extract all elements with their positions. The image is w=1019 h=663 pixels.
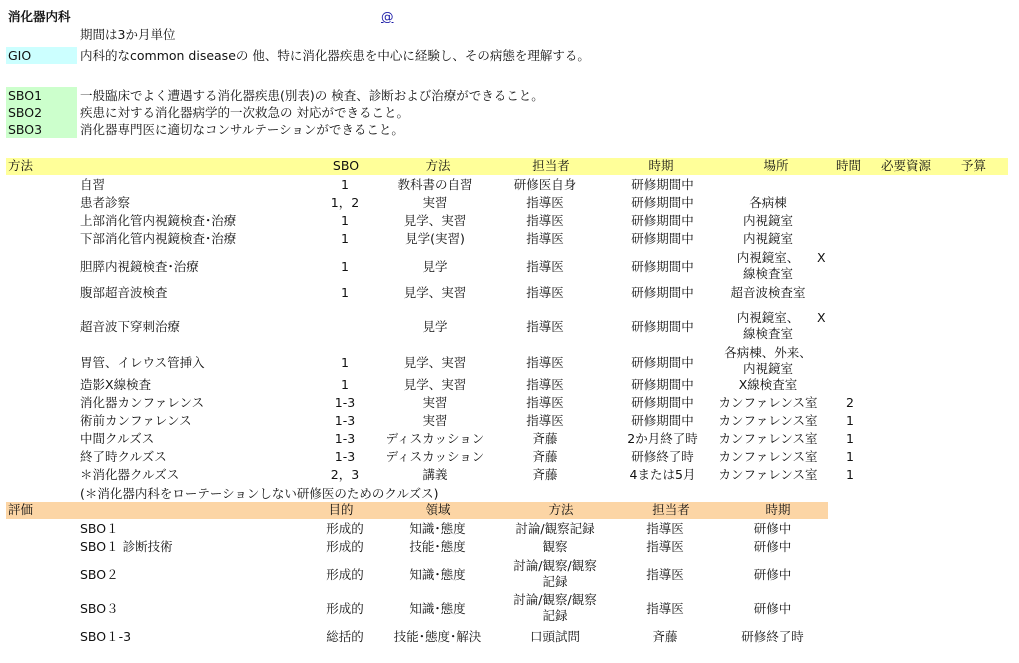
method-item: 術前カンファレンス xyxy=(80,413,192,428)
method-person: 指導医 xyxy=(526,377,564,392)
eval-domain: 知識･態度 xyxy=(409,521,466,536)
table-row xyxy=(0,212,1019,230)
method-time: 1 xyxy=(846,467,854,482)
method-sbo: 1-3 xyxy=(334,431,356,446)
method-type: ディスカッション xyxy=(385,449,485,464)
method-when: 研修期間中 xyxy=(631,413,694,428)
methods-section-label: 方法 xyxy=(8,158,34,173)
col-person: 担当者 xyxy=(532,158,570,173)
eval-col-method: 方法 xyxy=(548,502,574,517)
method-item: ＊消化器クルズス xyxy=(80,467,180,482)
method-place-line2: 線検査室 xyxy=(742,266,793,281)
method-place: カンファレンス室 xyxy=(718,449,818,464)
method-type: 見学 xyxy=(422,259,448,274)
method-item: 超音波下穿刺治療 xyxy=(80,319,181,334)
method-sbo: 1-3 xyxy=(334,413,356,428)
method-place-cell xyxy=(718,310,818,342)
method-type: 見学、実習 xyxy=(403,377,467,392)
method-place: 内視鏡室 xyxy=(742,231,793,246)
eval-person: 指導医 xyxy=(646,539,684,554)
table-row xyxy=(0,412,1019,430)
method-type: ディスカッション xyxy=(385,431,485,446)
eval-person: 指導医 xyxy=(646,521,684,536)
eval-item: SBO２ xyxy=(80,567,119,582)
table-row xyxy=(0,194,1019,212)
method-time: 2 xyxy=(846,395,854,410)
eval-method-line2: 記録 xyxy=(542,608,568,623)
method-type: 見学、実習 xyxy=(403,213,467,228)
col-method: 方法 xyxy=(425,158,451,173)
method-when: 研修終了時 xyxy=(631,449,694,464)
method-place-cell xyxy=(718,345,818,377)
method-place: 内視鏡室、 xyxy=(736,310,800,325)
method-place-line2: 線検査室 xyxy=(742,326,793,341)
method-sbo: 1 xyxy=(341,355,349,370)
table-row xyxy=(0,558,1019,592)
method-person: 指導医 xyxy=(526,195,564,210)
period-text: 期間は3か月単位 xyxy=(80,27,176,42)
table-row xyxy=(0,284,1019,302)
table-row xyxy=(0,376,1019,394)
sbo3-label: SBO3 xyxy=(6,121,77,138)
eval-col-purpose: 目的 xyxy=(328,502,354,517)
method-place: 各病棟、外来、 xyxy=(724,345,812,360)
col-budget: 予算 xyxy=(961,158,987,173)
method-when: 4または5月 xyxy=(629,467,696,482)
method-when: 研修期間中 xyxy=(631,285,694,300)
method-person: 指導医 xyxy=(526,413,564,428)
eval-when: 研修終了時 xyxy=(741,629,804,644)
col-resource: 必要資源 xyxy=(881,158,932,173)
eval-person: 斉藤 xyxy=(652,629,678,644)
method-sbo: 1，2 xyxy=(330,195,360,210)
method-mark: X xyxy=(817,250,826,265)
eval-person: 指導医 xyxy=(646,601,684,616)
table-row xyxy=(0,466,1019,484)
table-row xyxy=(0,430,1019,448)
method-item: 消化器カンファレンス xyxy=(80,395,205,410)
method-place-line2: 内視鏡室 xyxy=(742,361,793,376)
method-place: 超音波検査室 xyxy=(730,285,806,300)
table-row xyxy=(0,394,1019,412)
table-row xyxy=(0,448,1019,466)
eval-col-domain: 領域 xyxy=(425,502,451,517)
method-person: 指導医 xyxy=(526,259,564,274)
eval-item: SBO１ 診断技術 xyxy=(80,539,173,554)
method-time: 1 xyxy=(846,413,854,428)
eval-domain: 知識･態度 xyxy=(409,601,466,616)
method-place: 内視鏡室、 xyxy=(736,250,800,265)
method-item: 上部消化管内視鏡検査･治療 xyxy=(80,213,237,228)
method-person: 指導医 xyxy=(526,285,564,300)
method-place: X線検査室 xyxy=(738,377,798,392)
method-when: 研修期間中 xyxy=(631,377,694,392)
method-time: 1 xyxy=(846,431,854,446)
sbo2-label: SBO2 xyxy=(6,104,77,121)
eval-when: 研修中 xyxy=(753,539,792,554)
eval-item: SBO１-3 xyxy=(80,629,132,644)
eval-col-person: 担当者 xyxy=(652,502,690,517)
method-place: 内視鏡室 xyxy=(742,213,793,228)
method-mark: X xyxy=(817,310,826,325)
eval-domain: 技能･態度 xyxy=(409,539,466,554)
method-item: 腹部超音波検査 xyxy=(80,285,168,300)
method-person: 指導医 xyxy=(526,319,564,334)
evaluation-header-row xyxy=(6,502,828,519)
method-sbo: 1 xyxy=(341,213,349,228)
eval-method: 討論/観察/観察 xyxy=(513,558,597,573)
email-link[interactable]: @ xyxy=(381,9,394,24)
col-time: 時間 xyxy=(836,158,862,173)
sbo3-text: 消化器専門医に適切なコンサルテーションができること。 xyxy=(80,122,404,137)
method-sbo: 1 xyxy=(341,285,349,300)
col-when: 時期 xyxy=(648,158,674,173)
eval-purpose: 形成的 xyxy=(326,567,364,582)
method-place: カンファレンス室 xyxy=(718,467,818,482)
methods-header-row xyxy=(6,158,1008,175)
method-sbo: 2，3 xyxy=(330,467,360,482)
eval-item: SBO１ xyxy=(80,521,119,536)
table-row xyxy=(0,538,1019,556)
method-person: 指導医 xyxy=(526,395,564,410)
method-person: 斉藤 xyxy=(532,449,558,464)
method-place: 各病棟 xyxy=(749,195,787,210)
eval-col-when: 時期 xyxy=(765,502,791,517)
method-when: 研修期間中 xyxy=(631,213,694,228)
table-row xyxy=(0,176,1019,194)
method-person: 指導医 xyxy=(526,213,564,228)
method-item: 下部消化管内視鏡検査･治療 xyxy=(80,231,237,246)
method-sbo: 1 xyxy=(341,231,349,246)
method-when: 研修期間中 xyxy=(631,319,694,334)
eval-when: 研修中 xyxy=(753,567,792,582)
col-sbo: SBO xyxy=(332,158,360,173)
eval-method: 討論/観察/観察 xyxy=(513,592,597,607)
method-when: 2か月終了時 xyxy=(627,431,698,446)
method-item: 造影X線検査 xyxy=(80,377,152,392)
eval-purpose: 総括的 xyxy=(326,629,364,644)
method-place: カンファレンス室 xyxy=(718,413,818,428)
method-sbo: 1-3 xyxy=(334,449,356,464)
method-sbo: 1 xyxy=(341,259,349,274)
method-type: 見学 xyxy=(422,319,448,334)
method-type: 実習 xyxy=(422,413,448,428)
table-row xyxy=(0,520,1019,538)
method-person: 指導医 xyxy=(526,355,564,370)
method-when: 研修期間中 xyxy=(631,355,694,370)
method-person: 指導医 xyxy=(526,231,564,246)
table-row xyxy=(0,250,1019,284)
method-person: 研修医自身 xyxy=(513,177,577,192)
method-person: 斉藤 xyxy=(532,467,558,482)
sbo2-text: 疾患に対する消化器病学的一次救急の 対応ができること。 xyxy=(80,105,409,120)
gio-label: GIO xyxy=(6,47,77,64)
eval-when: 研修中 xyxy=(753,601,792,616)
eval-domain: 知識･態度 xyxy=(409,567,466,582)
method-when: 研修期間中 xyxy=(631,177,694,192)
method-item: 患者診察 xyxy=(80,195,131,210)
method-item: 胆膵内視鏡検査･治療 xyxy=(80,259,199,274)
method-when: 研修期間中 xyxy=(631,231,694,246)
method-when: 研修期間中 xyxy=(631,395,694,410)
methods-note: (＊消化器内科をローテーションしない研修医のためのクルズス) xyxy=(80,486,439,501)
eval-when: 研修中 xyxy=(753,521,792,536)
method-type: 教科書の自習 xyxy=(397,177,473,192)
eval-method: 観察 xyxy=(542,539,568,554)
method-type: 実習 xyxy=(422,395,448,410)
table-row xyxy=(0,592,1019,626)
eval-item: SBO３ xyxy=(80,601,119,616)
method-type: 講義 xyxy=(422,467,448,482)
page-title: 消化器内科 xyxy=(8,9,71,24)
method-type: 見学、実習 xyxy=(403,355,467,370)
eval-purpose: 形成的 xyxy=(326,539,364,554)
method-person: 斉藤 xyxy=(532,431,558,446)
eval-domain: 技能･態度･解決 xyxy=(393,629,482,644)
method-item: 自習 xyxy=(80,177,106,192)
col-place: 場所 xyxy=(763,158,789,173)
eval-method-cell xyxy=(495,558,615,590)
method-type: 見学(実習) xyxy=(405,231,465,246)
table-row xyxy=(0,628,1019,646)
eval-method: 討論/観察記録 xyxy=(515,521,595,536)
method-when: 研修期間中 xyxy=(631,259,694,274)
eval-method-line2: 記録 xyxy=(542,574,568,589)
evaluation-section-label: 評価 xyxy=(8,502,34,517)
method-place: カンファレンス室 xyxy=(718,395,818,410)
gio-text: 内科的なcommon diseaseの 他、特に消化器疾患を中心に経験し、その病態を理解する。 xyxy=(80,48,590,63)
method-type: 実習 xyxy=(422,195,448,210)
method-item: 胃管、イレウス管挿入 xyxy=(80,355,205,370)
eval-purpose: 形成的 xyxy=(326,521,364,536)
method-sbo: 1 xyxy=(341,177,349,192)
method-sbo: 1-3 xyxy=(334,395,356,410)
method-place: カンファレンス室 xyxy=(718,431,818,446)
method-type: 見学、実習 xyxy=(403,285,467,300)
method-sbo: 1 xyxy=(341,377,349,392)
method-time: 1 xyxy=(846,449,854,464)
eval-person: 指導医 xyxy=(646,567,684,582)
method-item: 中間クルズス xyxy=(80,431,155,446)
sbo1-label: SBO1 xyxy=(6,87,77,104)
method-place-cell xyxy=(718,250,818,282)
eval-purpose: 形成的 xyxy=(326,601,364,616)
method-item: 終了時クルズス xyxy=(80,449,167,464)
eval-method-cell xyxy=(495,592,615,624)
eval-method: 口頭試問 xyxy=(529,629,580,644)
table-row xyxy=(0,310,1019,344)
method-when: 研修期間中 xyxy=(631,195,694,210)
sbo1-text: 一般臨床でよく遭遇する消化器疾患(別表)の 検査、診断および治療ができること。 xyxy=(80,88,544,103)
table-row xyxy=(0,230,1019,248)
